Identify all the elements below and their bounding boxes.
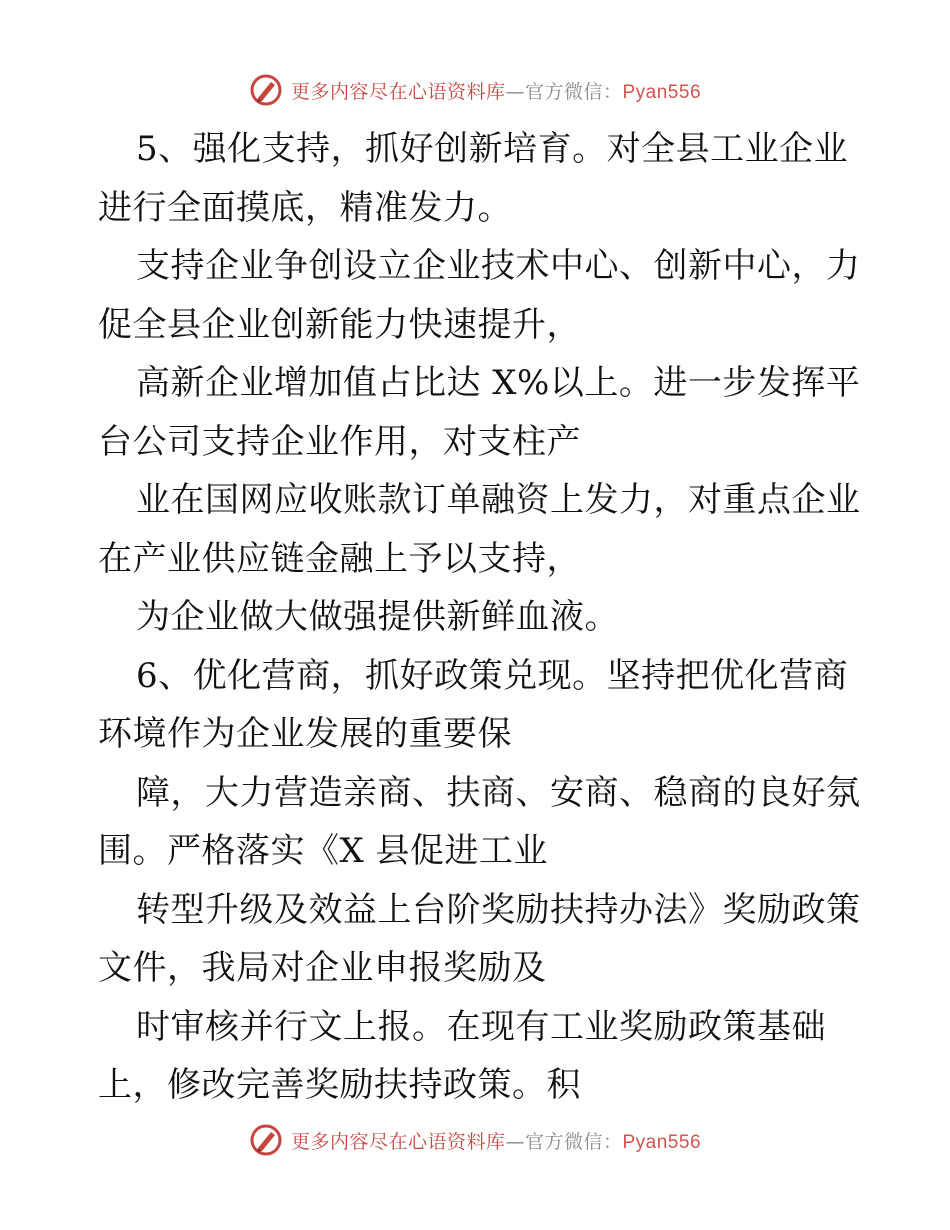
pen-logo-icon xyxy=(249,1123,283,1157)
paragraph xyxy=(98,647,858,764)
paragraph xyxy=(98,764,861,881)
text-line: 6、优化营商，抓好政策兑现。坚持把优化营商 xyxy=(136,655,849,696)
paragraph xyxy=(98,354,861,471)
text-line: 业在国网应收账款订单融资上发力，对重点企业 xyxy=(136,480,861,520)
text-line: 转型升级及效益上台阶奖励扶持办法》奖励政策 xyxy=(136,889,861,930)
document-body xyxy=(98,120,861,1115)
footer-watermark xyxy=(0,1120,950,1160)
paragraph xyxy=(98,588,858,647)
header-watermark xyxy=(0,70,950,110)
pen-logo-icon xyxy=(249,73,283,107)
paragraph xyxy=(98,881,861,998)
text-line: 文件，我局对企业申报奖励及 xyxy=(98,948,547,988)
text-line: 时审核并行文上报。在现有工业奖励政策基础 xyxy=(136,1006,826,1047)
watermark-text: 更多内容尽在心语资料库—官方微信：Pyan556 xyxy=(290,80,702,103)
paragraph xyxy=(98,237,861,354)
text-line: 支持企业争创设立企业技术中心、创新中心，力 xyxy=(136,246,861,286)
paragraph xyxy=(98,471,861,588)
text-line: 为企业做大做强提供新鲜血液。 xyxy=(136,597,619,637)
text-line: 进行全面摸底，精准发力。 xyxy=(98,187,512,228)
text-line: 台公司支持企业作用，对支柱产 xyxy=(98,421,581,462)
text-line: 障，大力营造亲商、扶商、安商、稳商的良好氛 xyxy=(136,772,861,813)
paragraph xyxy=(98,120,858,237)
text-line: 在产业供应链金融上予以支持， xyxy=(98,538,581,579)
text-line: 促全县企业创新能力快速提升， xyxy=(98,304,581,345)
paragraph xyxy=(98,998,858,1115)
text-line: 5、强化支持，抓好创新培育。对全县工业企业 xyxy=(136,129,849,169)
text-line: 高新企业增加值占比达 X%以上。进一步发挥平 xyxy=(136,363,861,403)
text-line: 环境作为企业发展的重要保 xyxy=(98,714,512,754)
text-line: 围。严格落实《X 县促进工业 xyxy=(98,831,549,871)
text-line: 上，修改完善奖励扶持政策。积 xyxy=(98,1065,581,1105)
watermark-text: 更多内容尽在心语资料库—官方微信：Pyan556 xyxy=(290,1130,702,1153)
